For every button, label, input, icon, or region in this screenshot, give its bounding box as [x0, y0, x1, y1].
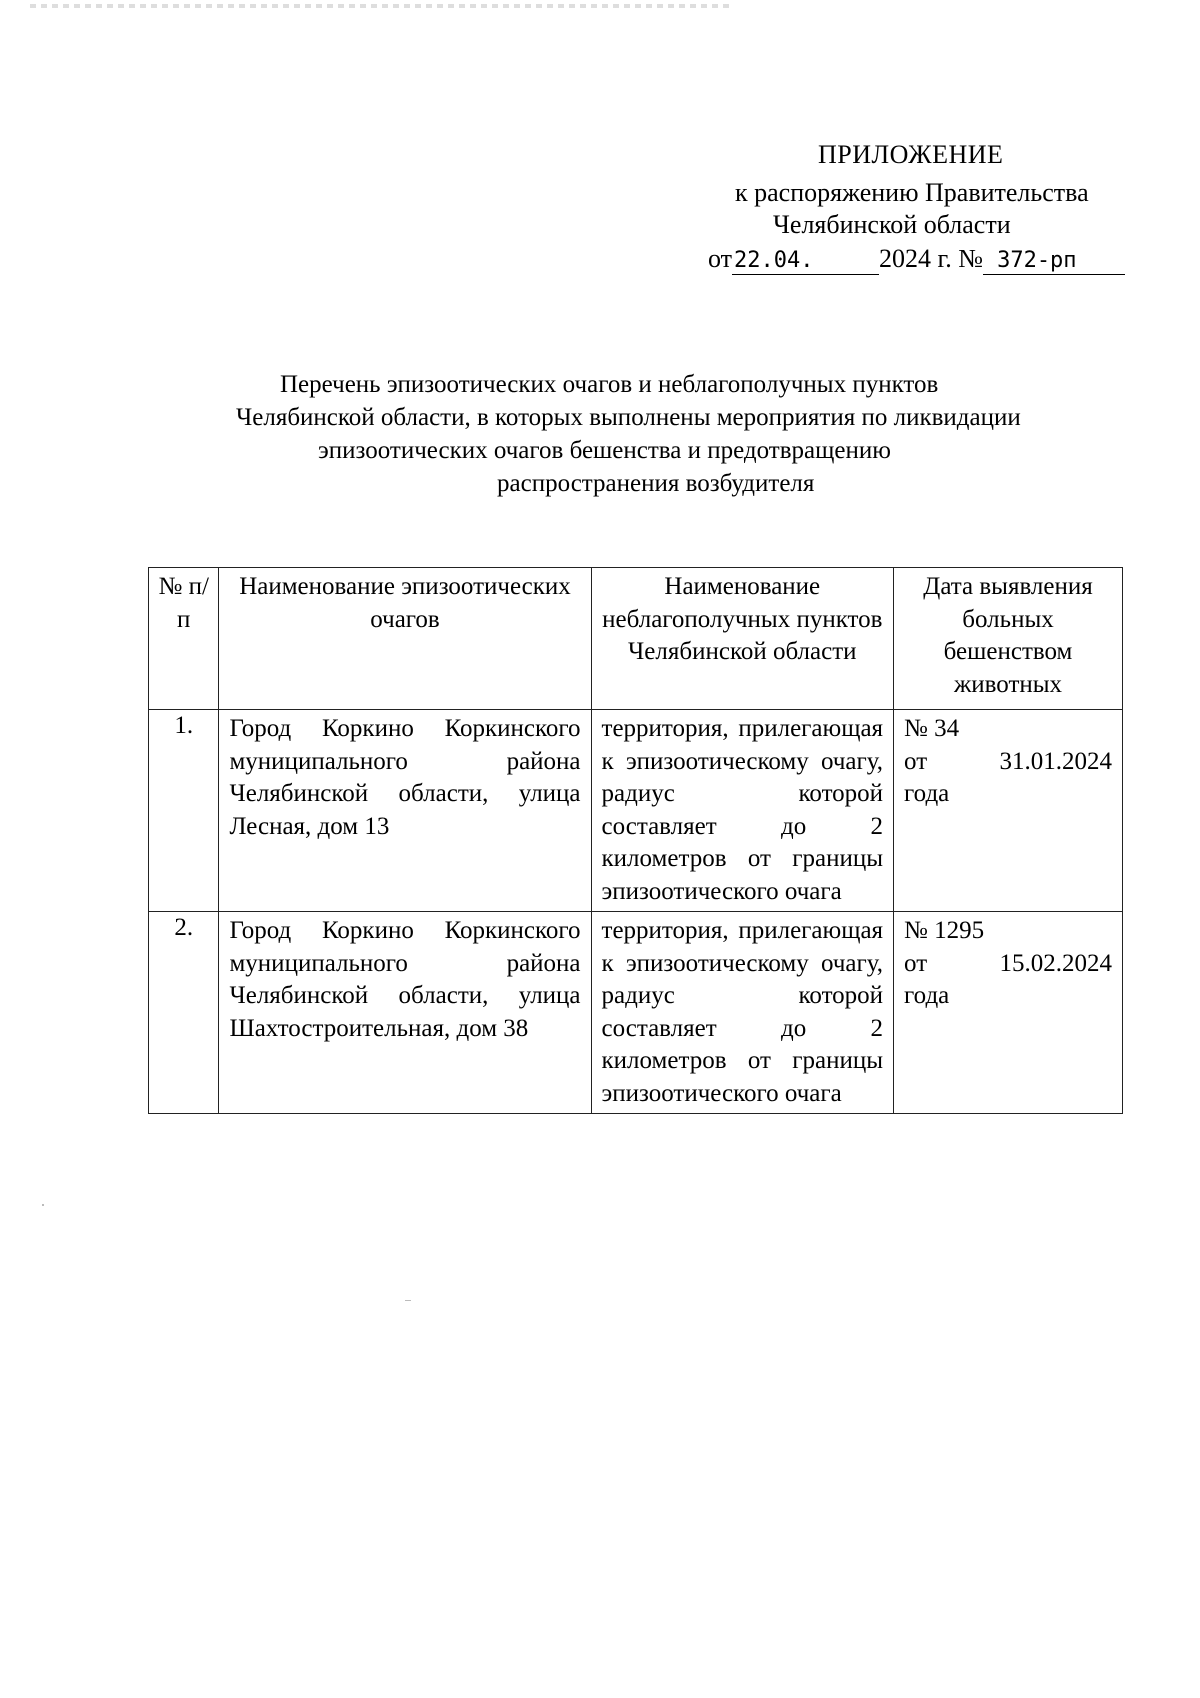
header-cell-date: Дата выявления больных бешенством животных — [894, 568, 1123, 710]
title-line: распространения возбудителя — [497, 470, 815, 497]
table-header-row — [149, 568, 1123, 710]
title-line: Перечень эпизоотических очагов и неблагополучных пунктов — [280, 371, 939, 398]
row-number: 2. — [149, 912, 219, 1114]
scan-speck — [42, 1204, 44, 1206]
table-row — [149, 710, 1123, 912]
date-suffix: года — [904, 780, 950, 807]
title-line: Челябинской области, в которых выполнены мероприятия по ликвидации — [236, 404, 1021, 431]
date-prefix: от — [904, 747, 928, 775]
epizootic-table — [148, 567, 1123, 1114]
row-number: 1. — [149, 710, 219, 912]
date-suffix: года — [904, 982, 950, 1009]
date-prefix: от — [708, 244, 733, 273]
header-cell-number: № п/п — [149, 568, 219, 710]
date-value: 31.01.2024 — [999, 747, 1112, 775]
territory-cell: территория, прилегающая к эпизоотическому очагу, радиус которой составляет до 2 километров от границы эпизоотического очага — [591, 710, 894, 912]
date-number: № 1295 — [904, 917, 985, 944]
territory-cell: территория, прилегающая к эпизоотическому очагу, радиус которой составляет до 2 километров от границы эпизоотического очага — [591, 912, 894, 1114]
header-cell-focus: Наименование эпизоотических очагов — [219, 568, 591, 710]
focus-cell: Город Коркино Коркинского муниципального района Челябинской области, улица Лесная, дом 13 — [219, 710, 591, 912]
date-number: № 34 — [904, 715, 960, 742]
order-number-field: 372-рп — [983, 248, 1125, 275]
document-title — [160, 368, 1110, 500]
table-row — [149, 912, 1123, 1114]
date-value: 15.02.2024 — [999, 949, 1112, 977]
scan-artifact — [30, 4, 730, 8]
scan-speck — [405, 1300, 411, 1301]
appendix-line-region: Челябинской области — [773, 210, 1011, 239]
date-fill-field: 22.04. — [732, 248, 879, 275]
appendix-title: ПРИЛОЖЕНИЕ — [818, 140, 1004, 169]
year-number-label: 2024 г. № — [879, 244, 984, 273]
date-cell — [894, 912, 1123, 1114]
title-line: эпизоотических очагов бешенства и предотвращению — [318, 437, 891, 464]
date-prefix: от — [904, 949, 928, 977]
header-cell-territory: Наименование неблагополучных пунктов Челябинской области — [591, 568, 894, 710]
appendix-line-order: к распоряжению Правительства — [735, 178, 1089, 207]
date-cell — [894, 710, 1123, 912]
appendix-date-line — [708, 244, 1125, 275]
focus-cell: Город Коркино Коркинского муниципального района Челябинской области, улица Шахтостроительная, дом 38 — [219, 912, 591, 1114]
